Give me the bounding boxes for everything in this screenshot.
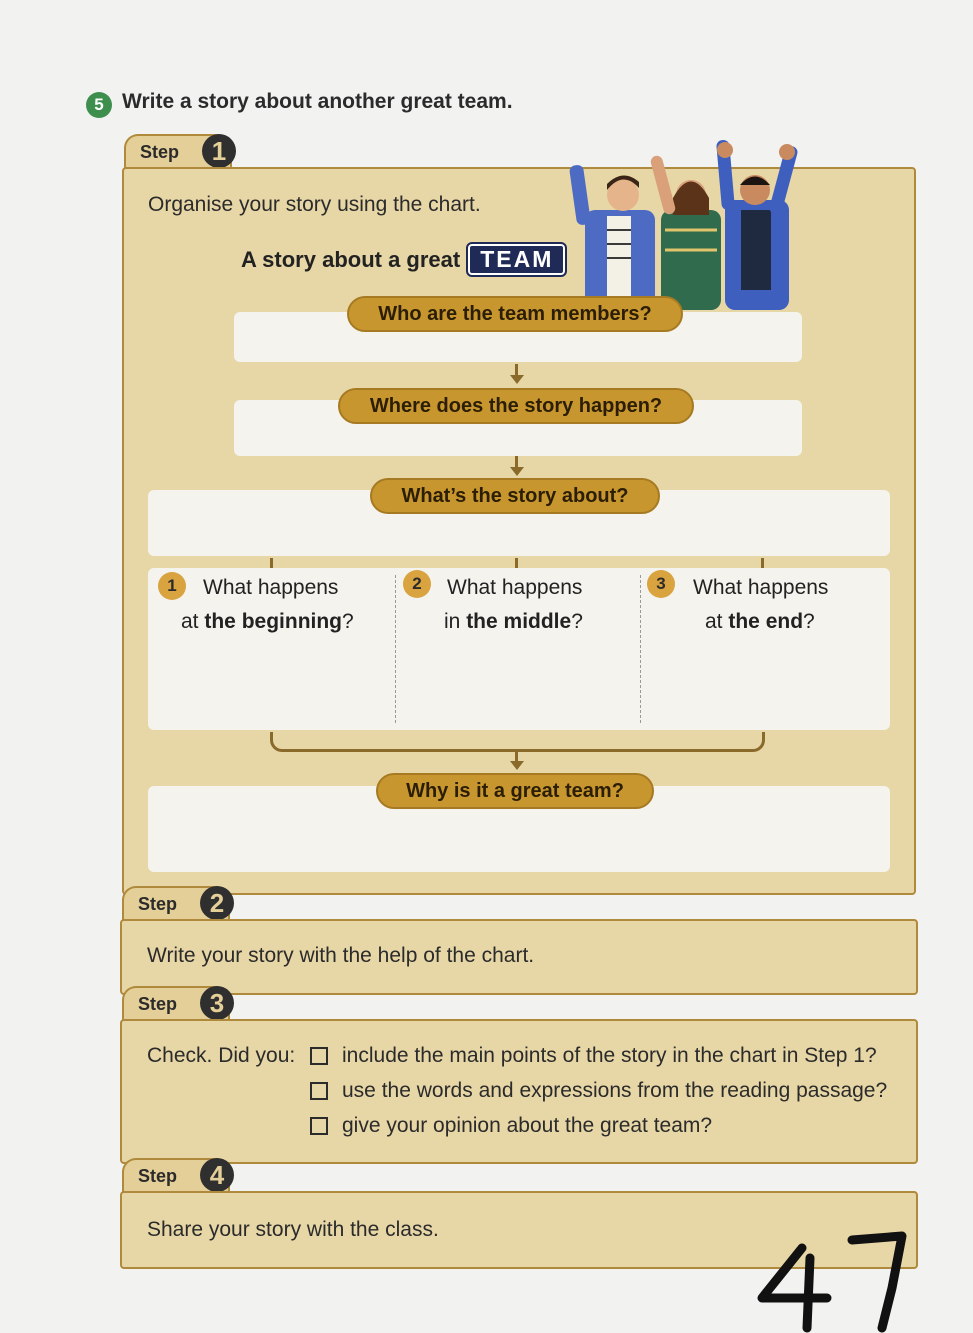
flow-arrow-head	[510, 375, 524, 384]
step3-number: 3	[200, 986, 234, 1020]
question-story-about: What’s the story about?	[370, 478, 660, 514]
handwritten-page-number	[752, 1228, 922, 1333]
flow-arrow-head	[510, 467, 524, 476]
column1-line2: at the beginning?	[181, 610, 354, 633]
merge-bracket	[270, 732, 765, 752]
column2-number: 2	[403, 570, 431, 598]
step3-label: Step	[138, 993, 178, 1014]
column3-number: 3	[647, 570, 675, 598]
question-team-members: Who are the team members?	[347, 296, 683, 332]
step3-prompt: Check. Did you:	[147, 1044, 296, 1067]
step1-tab	[124, 134, 232, 168]
step1-instruction: Organise your story using the chart.	[148, 193, 481, 216]
column2-line1: What happens	[447, 576, 583, 599]
step2-number: 2	[200, 886, 234, 920]
column-divider	[395, 575, 396, 723]
step1-number: 1	[202, 134, 236, 168]
column1-line1: What happens	[203, 576, 339, 599]
checkbox[interactable]	[310, 1117, 328, 1135]
checklist-item-label: give your opinion about the great team?	[342, 1114, 713, 1137]
checklist-item-label: include the main points of the story in the chart in Step 1?	[342, 1044, 877, 1067]
team-illustration	[565, 140, 805, 310]
step4-label: Step	[138, 1165, 178, 1186]
checklist-item[interactable]	[310, 1114, 712, 1138]
checkbox[interactable]	[310, 1082, 328, 1100]
question-where: Where does the story happen?	[338, 388, 694, 424]
step4-instruction: Share your story with the class.	[147, 1218, 439, 1241]
flow-arrow-head	[510, 761, 524, 770]
column3-line2: at the end?	[705, 610, 815, 633]
step3-tab	[122, 986, 230, 1020]
column1-number: 1	[158, 572, 186, 600]
task-title: Write a story about another great team.	[122, 90, 513, 113]
column3-line1: What happens	[693, 576, 829, 599]
story-title-prefix: A story about a great	[241, 246, 461, 272]
step2-instruction: Write your story with the help of the chart.	[147, 944, 535, 967]
step2-tab	[122, 886, 230, 920]
step1-label: Step	[140, 141, 180, 162]
column2-line2: in the middle?	[444, 610, 583, 633]
step4-number: 4	[200, 1158, 234, 1192]
story-title	[241, 244, 565, 275]
step4-tab	[122, 1158, 230, 1192]
task-number-badge: 5	[86, 92, 112, 118]
checkbox[interactable]	[310, 1047, 328, 1065]
checklist-item[interactable]	[310, 1044, 877, 1068]
step2-label: Step	[138, 893, 178, 914]
column-divider	[640, 575, 641, 723]
question-why-great: Why is it a great team?	[376, 773, 654, 809]
checklist-item[interactable]	[310, 1079, 887, 1103]
team-badge: TEAM	[468, 244, 565, 275]
checklist-item-label: use the words and expressions from the reading passage?	[342, 1079, 888, 1102]
